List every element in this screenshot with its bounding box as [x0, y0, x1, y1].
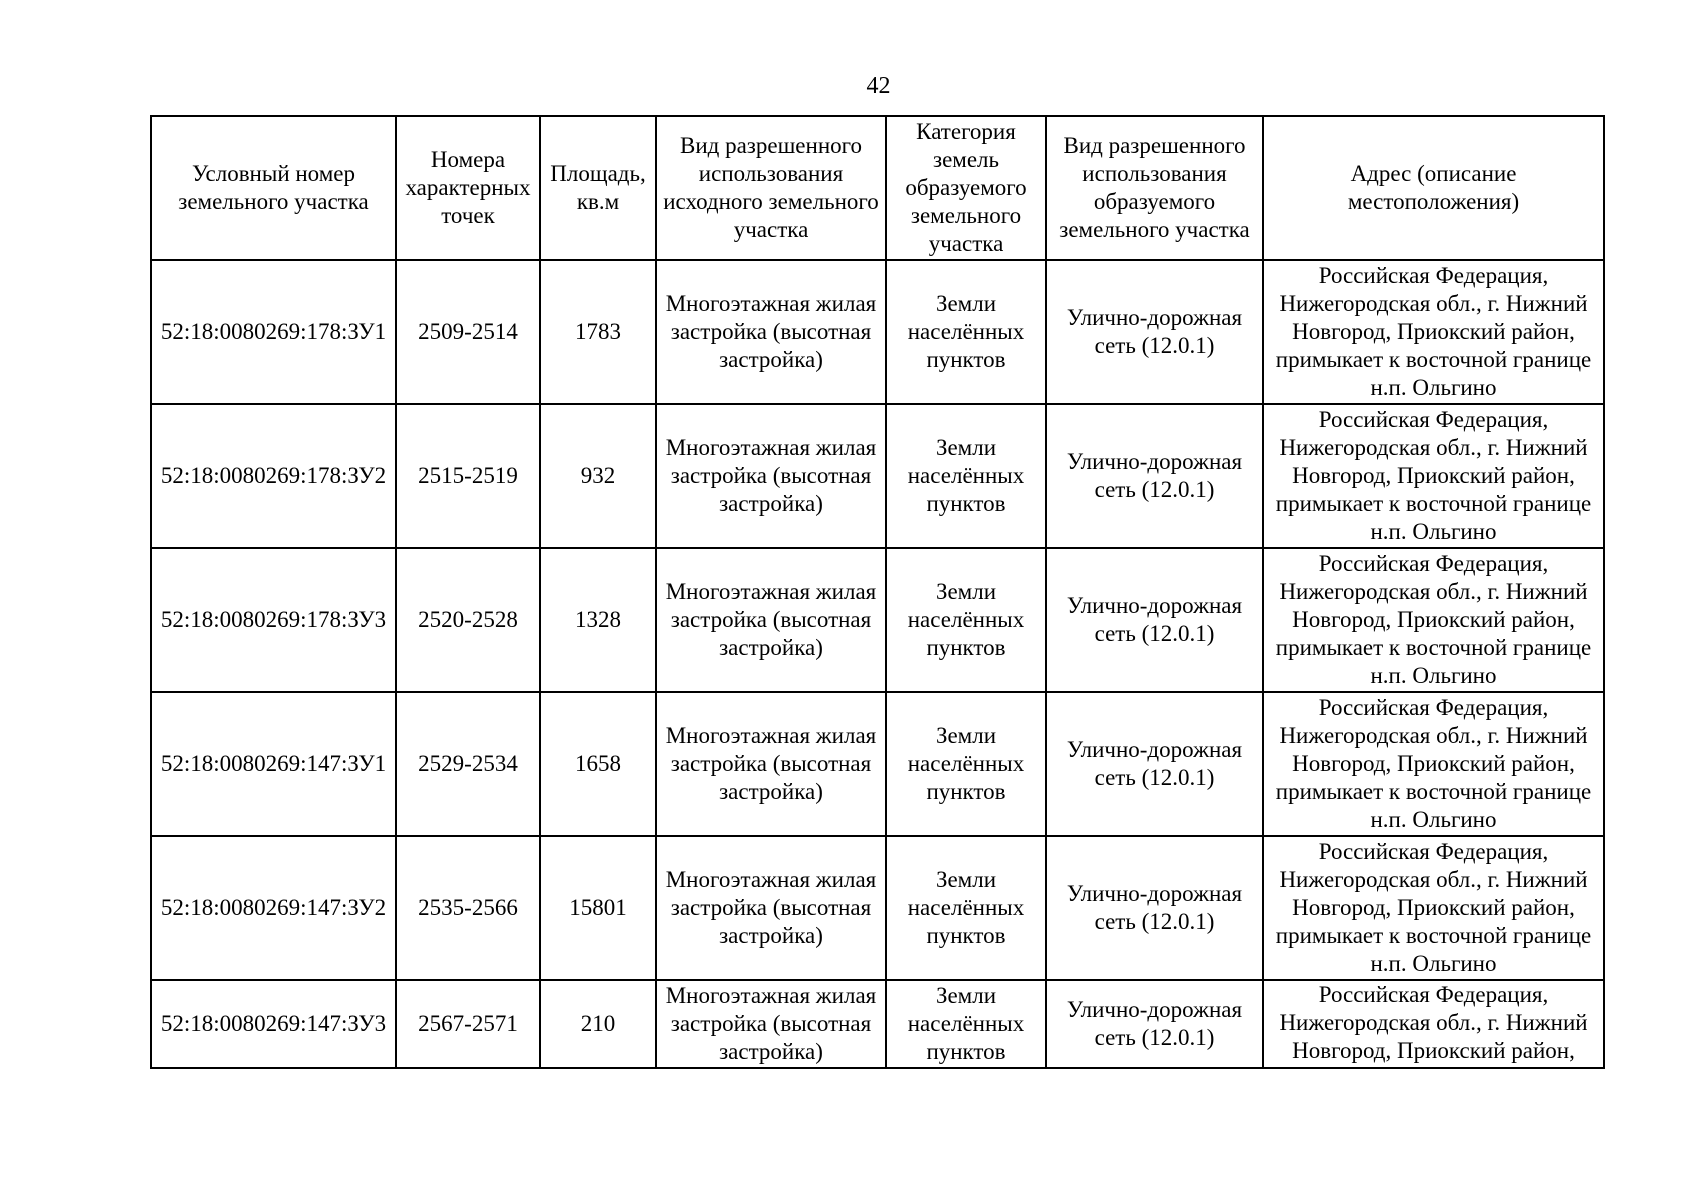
- points-cell: 2535-2566: [396, 836, 540, 980]
- address-cell: Российская Федерация, Нижегородская обл., г. Нижний Новгород, Приокский район,: [1263, 980, 1604, 1068]
- address-cell: Российская Федерация, Нижегородская обл., г. Нижний Новгород, Приокский район, примыкает к восточной границе н.п. Ольгино: [1263, 692, 1604, 836]
- source-use-cell: Многоэтажная жилая застройка (высотная застройка): [656, 548, 886, 692]
- plot-number-cell: 52:18:0080269:147:ЗУ1: [151, 692, 396, 836]
- header-source-use: Вид разрешенного использования исходного земельного участка: [656, 116, 886, 260]
- source-use-cell: Многоэтажная жилая застройка (высотная застройка): [656, 692, 886, 836]
- table-row: [151, 404, 1604, 548]
- category-cell: Земли населённых пунктов: [886, 404, 1046, 548]
- category-cell: Земли населённых пунктов: [886, 692, 1046, 836]
- plot-number-cell: 52:18:0080269:178:ЗУ2: [151, 404, 396, 548]
- area-cell: 1658: [540, 692, 656, 836]
- address-cell: Российская Федерация, Нижегородская обл., г. Нижний Новгород, Приокский район, примыкает к восточной границе н.п. Ольгино: [1263, 836, 1604, 980]
- new-use-cell: Улично-дорожная сеть (12.0.1): [1046, 260, 1263, 404]
- points-cell: 2529-2534: [396, 692, 540, 836]
- area-cell: 210: [540, 980, 656, 1068]
- area-cell: 1328: [540, 548, 656, 692]
- header-new-use: Вид разрешенного использования образуемого земельного участка: [1046, 116, 1263, 260]
- plot-number-cell: 52:18:0080269:178:ЗУ1: [151, 260, 396, 404]
- new-use-cell: Улично-дорожная сеть (12.0.1): [1046, 692, 1263, 836]
- plot-number-cell: 52:18:0080269:147:ЗУ3: [151, 980, 396, 1068]
- header-plot-number: Условный номер земельного участка: [151, 116, 396, 260]
- new-use-cell: Улично-дорожная сеть (12.0.1): [1046, 548, 1263, 692]
- address-cell: Российская Федерация, Нижегородская обл., г. Нижний Новгород, Приокский район, примыкает к восточной границе н.п. Ольгино: [1263, 404, 1604, 548]
- address-cell: Российская Федерация, Нижегородская обл., г. Нижний Новгород, Приокский район, примыкает к восточной границе н.п. Ольгино: [1263, 548, 1604, 692]
- table-header-row: [151, 116, 1604, 260]
- source-use-cell: Многоэтажная жилая застройка (высотная застройка): [656, 404, 886, 548]
- source-use-cell: Многоэтажная жилая застройка (высотная застройка): [656, 836, 886, 980]
- table-row: [151, 980, 1604, 1068]
- address-cell: Российская Федерация, Нижегородская обл., г. Нижний Новгород, Приокский район, примыкает к восточной границе н.п. Ольгино: [1263, 260, 1604, 404]
- page-number: 42: [866, 73, 891, 99]
- area-cell: 15801: [540, 836, 656, 980]
- category-cell: Земли населённых пунктов: [886, 260, 1046, 404]
- points-cell: 2567-2571: [396, 980, 540, 1068]
- table-row: [151, 692, 1604, 836]
- new-use-cell: Улично-дорожная сеть (12.0.1): [1046, 404, 1263, 548]
- category-cell: Земли населённых пунктов: [886, 836, 1046, 980]
- source-use-cell: Многоэтажная жилая застройка (высотная застройка): [656, 980, 886, 1068]
- area-cell: 932: [540, 404, 656, 548]
- header-area: Площадь, кв.м: [540, 116, 656, 260]
- table-row: [151, 836, 1604, 980]
- land-plots-table: [150, 115, 1605, 1069]
- area-cell: 1783: [540, 260, 656, 404]
- points-cell: 2509-2514: [396, 260, 540, 404]
- new-use-cell: Улично-дорожная сеть (12.0.1): [1046, 836, 1263, 980]
- plot-number-cell: 52:18:0080269:178:ЗУ3: [151, 548, 396, 692]
- points-cell: 2520-2528: [396, 548, 540, 692]
- header-point-numbers: Номера характерных точек: [396, 116, 540, 260]
- plot-number-cell: 52:18:0080269:147:ЗУ2: [151, 836, 396, 980]
- table-row: [151, 260, 1604, 404]
- table-row: [151, 548, 1604, 692]
- header-land-category: Категория земель образуемого земельного участка: [886, 116, 1046, 260]
- points-cell: 2515-2519: [396, 404, 540, 548]
- header-address: Адрес (описание местоположения): [1263, 116, 1604, 260]
- category-cell: Земли населённых пунктов: [886, 548, 1046, 692]
- new-use-cell: Улично-дорожная сеть (12.0.1): [1046, 980, 1263, 1068]
- category-cell: Земли населённых пунктов: [886, 980, 1046, 1068]
- source-use-cell: Многоэтажная жилая застройка (высотная застройка): [656, 260, 886, 404]
